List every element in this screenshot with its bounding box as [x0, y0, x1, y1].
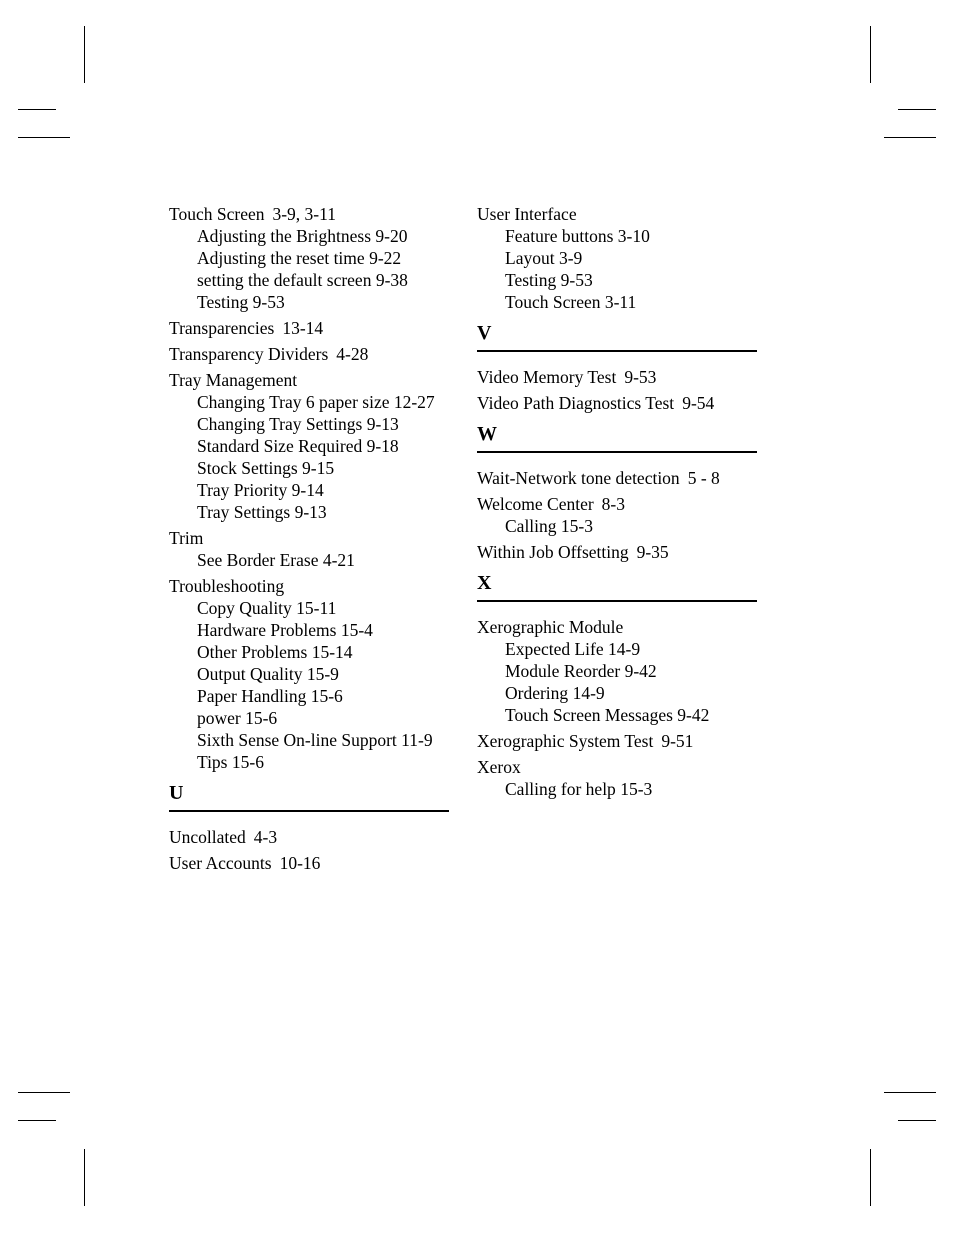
subterm-label: Touch Screen [505, 292, 601, 312]
index-subentry [477, 291, 757, 313]
subterm-label: See Border Erase [197, 550, 319, 570]
index-subentry [477, 638, 757, 660]
subterm-label: Testing [505, 270, 557, 290]
subterm-label: Stock Settings [197, 458, 298, 478]
term-label: Video Path Diagnostics Test [477, 393, 675, 413]
index-subentry [169, 549, 449, 571]
index-term [169, 826, 449, 848]
term-label: Xerox [477, 757, 521, 777]
crop-mark [870, 26, 871, 83]
index-subentry [169, 391, 449, 413]
crop-mark [84, 1149, 85, 1206]
index-subentry [169, 269, 449, 291]
index-subentry [169, 413, 449, 435]
page-reference: 8-3 [601, 494, 625, 514]
index-subentry [477, 515, 757, 537]
page-reference: 14-9 [572, 683, 605, 703]
term-label: Xerographic Module [477, 617, 624, 637]
crop-mark [884, 1092, 936, 1093]
subterm-label: power [197, 708, 241, 728]
page-reference: 12-27 [393, 392, 435, 412]
index-term [169, 343, 449, 365]
subterm-label: Tips [197, 752, 228, 772]
page-reference: 9-18 [366, 436, 399, 456]
page-reference: 9-13 [294, 502, 327, 522]
term-label: Transparencies [169, 318, 275, 338]
term-label: Uncollated [169, 827, 246, 847]
subterm-label: Adjusting the Brightness [197, 226, 372, 246]
subterm-label: Changing Tray Settings [197, 414, 363, 434]
page-reference: 15-6 [231, 752, 264, 772]
subterm-label: setting the default screen [197, 270, 372, 290]
page-reference: 9-22 [369, 248, 402, 268]
index-subentry [169, 707, 449, 729]
term-label: Xerographic System Test [477, 731, 654, 751]
index-term [169, 527, 449, 549]
term-label: User Accounts [169, 853, 272, 873]
page-reference: 15-9 [306, 664, 339, 684]
index-subentry [169, 457, 449, 479]
page-reference: 9-15 [302, 458, 335, 478]
subterm-label: Tray Settings [197, 502, 291, 522]
page-reference: 9-35 [636, 542, 669, 562]
index-subentry [477, 704, 757, 726]
term-label: User Interface [477, 204, 577, 224]
subterm-label: Expected Life [505, 639, 604, 659]
index-entry [169, 852, 449, 874]
page-reference: 9-53 [560, 270, 593, 290]
page-reference: 3-9, 3-11 [272, 204, 336, 224]
index-subentry [169, 247, 449, 269]
subterm-label: Tray Priority [197, 480, 288, 500]
crop-mark [884, 137, 936, 138]
index-entry [169, 369, 449, 523]
index-column-left [169, 203, 449, 874]
index-term [169, 203, 449, 225]
crop-mark [898, 1120, 936, 1121]
index-subentry [169, 685, 449, 707]
index-entry [169, 317, 449, 339]
subterm-label: Touch Screen Messages [505, 705, 673, 725]
term-label: Trim [169, 528, 204, 548]
page-reference: 15-14 [311, 642, 353, 662]
section-letter-v: V [477, 321, 757, 352]
page-reference: 9-20 [375, 226, 408, 246]
index-entry [477, 756, 757, 800]
index-entry [477, 616, 757, 726]
index-entry [477, 392, 757, 414]
term-label: Wait-Network tone detection [477, 468, 680, 488]
term-label: Tray Management [169, 370, 298, 390]
subterm-label: Other Problems [197, 642, 308, 662]
index-entry [169, 527, 449, 571]
page-reference: 14-9 [608, 639, 641, 659]
index-entry [477, 730, 757, 752]
subterm-label: Copy Quality [197, 598, 292, 618]
index-subentry [477, 682, 757, 704]
index-term [169, 575, 449, 597]
index-entry [169, 575, 449, 773]
page-reference: 15-11 [296, 598, 337, 618]
index-entry [477, 366, 757, 388]
page-reference: 15-4 [340, 620, 373, 640]
page-reference: 3-11 [604, 292, 637, 312]
page-reference: 13-14 [282, 318, 324, 338]
index-column-right [477, 203, 757, 800]
index-subentry [477, 247, 757, 269]
crop-mark [18, 1120, 56, 1121]
term-label: Video Memory Test [477, 367, 617, 387]
crop-mark [18, 1092, 70, 1093]
subterm-label: Module Reorder [505, 661, 621, 681]
page-reference: 5 - 8 [687, 468, 720, 488]
page-reference: 9-42 [677, 705, 710, 725]
index-term [169, 369, 449, 391]
subterm-label: Calling [505, 516, 557, 536]
index-term [477, 616, 757, 638]
page-reference: 9-14 [291, 480, 324, 500]
page-reference: 15-3 [560, 516, 593, 536]
index-subentry [169, 641, 449, 663]
page-reference: 9-53 [252, 292, 285, 312]
index-entry [477, 493, 757, 537]
index-subentry [169, 225, 449, 247]
subterm-label: Hardware Problems [197, 620, 337, 640]
page-reference: 15-6 [310, 686, 343, 706]
index-entry [169, 826, 449, 848]
index-entry [477, 467, 757, 489]
index-entry [169, 343, 449, 365]
term-label: Welcome Center [477, 494, 594, 514]
page-reference: 15-6 [245, 708, 278, 728]
index-term [477, 730, 757, 752]
section-letter-x: X [477, 571, 757, 602]
subterm-label: Standard Size Required [197, 436, 363, 456]
index-term [477, 541, 757, 563]
index-subentry [169, 751, 449, 773]
index-subentry [477, 269, 757, 291]
index-subentry [169, 663, 449, 685]
subterm-label: Output Quality [197, 664, 303, 684]
page-reference: 9-53 [624, 367, 657, 387]
subterm-label: Layout [505, 248, 555, 268]
page-reference: 9-42 [624, 661, 657, 681]
index-term [477, 493, 757, 515]
index-entry [477, 541, 757, 563]
index-subentry [169, 729, 449, 751]
subterm-label: Feature buttons [505, 226, 614, 246]
index-entry [477, 203, 757, 313]
page-reference: 9-54 [682, 393, 715, 413]
page-reference: 4-3 [253, 827, 278, 847]
page-reference: 9-51 [661, 731, 694, 751]
subterm-label: Adjusting the reset time [197, 248, 365, 268]
subterm-label: Testing [197, 292, 249, 312]
page-reference: 4-28 [336, 344, 369, 364]
index-term [169, 317, 449, 339]
crop-mark [898, 109, 936, 110]
index-subentry [477, 778, 757, 800]
page-reference: 3-9 [558, 248, 583, 268]
subterm-label: Changing Tray 6 paper size [197, 392, 390, 412]
page-reference: 10-16 [279, 853, 321, 873]
crop-mark [18, 109, 56, 110]
section-letter-w: W [477, 422, 757, 453]
index-subentry [169, 501, 449, 523]
page-reference: 9-38 [375, 270, 408, 290]
page-reference: 3-10 [617, 226, 650, 246]
page-reference: 15-3 [620, 779, 653, 799]
subterm-label: Ordering [505, 683, 569, 703]
index-subentry [477, 660, 757, 682]
index-term [477, 392, 757, 414]
subterm-label: Paper Handling [197, 686, 307, 706]
subterm-label: Sixth Sense On-line Support [197, 730, 397, 750]
crop-mark [870, 1149, 871, 1206]
section-letter-u: U [169, 781, 449, 812]
index-subentry [169, 435, 449, 457]
index-term [477, 467, 757, 489]
index-subentry [477, 225, 757, 247]
term-label: Troubleshooting [169, 576, 285, 596]
page-reference: 11-9 [401, 730, 433, 750]
term-label: Touch Screen [169, 204, 265, 224]
index-subentry [169, 479, 449, 501]
crop-mark [84, 26, 85, 83]
index-subentry [169, 291, 449, 313]
page-reference: 9-13 [366, 414, 399, 434]
index-entry [169, 203, 449, 313]
index-subentry [169, 597, 449, 619]
crop-mark [18, 137, 70, 138]
index-term [477, 366, 757, 388]
term-label: Transparency Dividers [169, 344, 329, 364]
index-term [169, 852, 449, 874]
index-term [477, 756, 757, 778]
index-subentry [169, 619, 449, 641]
term-label: Within Job Offsetting [477, 542, 629, 562]
subterm-label: Calling for help [505, 779, 616, 799]
page-reference: 4-21 [322, 550, 355, 570]
index-term [477, 203, 757, 225]
